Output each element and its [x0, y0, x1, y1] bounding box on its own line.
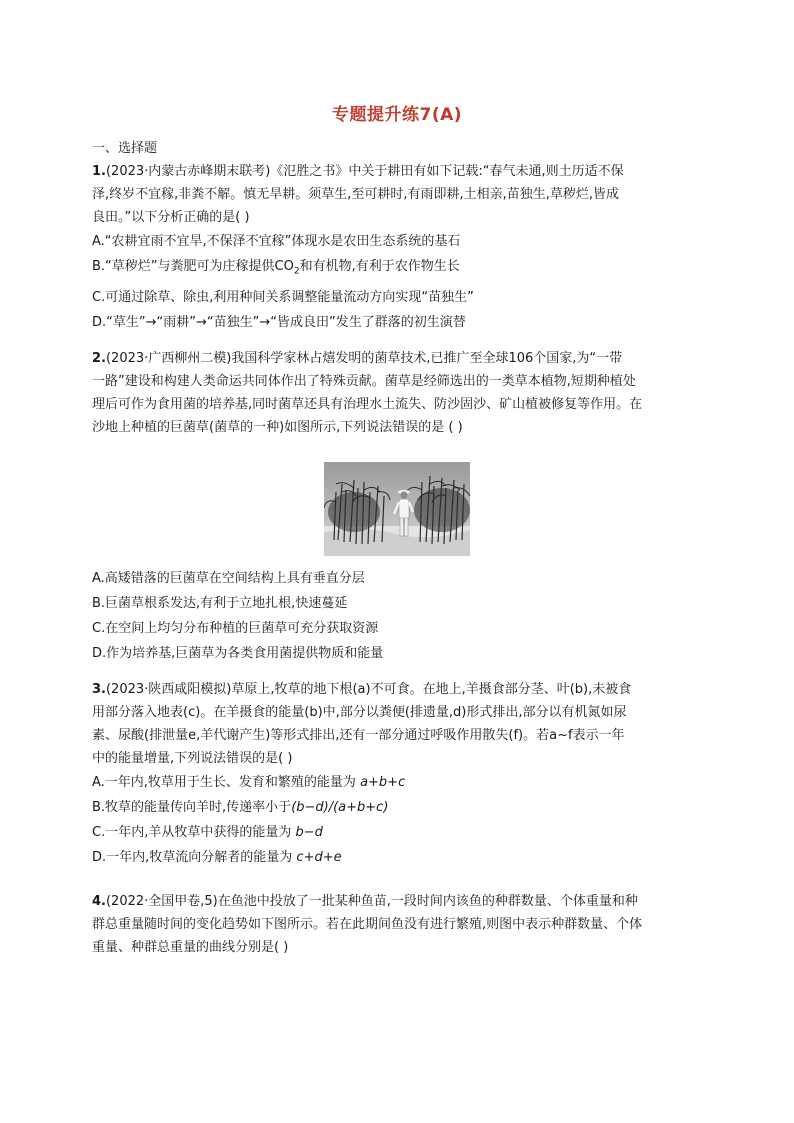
option-d: D.“草生”→“雨耕”→“苗独生”→“皆成良田”发生了群落的初生演替 — [92, 314, 466, 330]
page-title: 专题提升练7(A) — [331, 105, 463, 125]
question-2-options — [92, 566, 704, 666]
option-c: C.可通过除草、除虫,利用种间关系调整能量流动方向实现“苗独生” — [92, 289, 474, 305]
option-b: B.牧草的能量传向羊时,传递率小于(b−d)/(a+b+c) — [92, 800, 389, 815]
stem-line: (2022·全国甲卷,5)在鱼池中投放了一批某种鱼苗,一段时间内该鱼的种群数量、个体重量和种 — [105, 894, 638, 909]
question-1-stem — [92, 160, 704, 229]
question-3-stem — [92, 678, 704, 770]
question-number: 4. — [92, 894, 106, 909]
option-a: A.“农耕宜雨不宜旱,不保泽不宜稼”体现水是农田生态系统的基石 — [92, 234, 461, 249]
stem-line: 泽,终岁不宜稼,非粪不解。慎无旱耕。须草生,至可耕时,有雨即耕,土相亲,苗独生,草秽烂,皆成 — [92, 187, 620, 202]
option-b: B.巨菌草根系发达,有利于立地扎根,快速蔓延 — [92, 596, 348, 611]
question-3 — [92, 678, 704, 870]
option-c: C.在空间上均匀分布种植的巨菌草可充分获取资源 — [92, 621, 379, 636]
stem-line: 群总重量随时间的变化趋势如下图所示。若在此期间鱼没有进行繁殖,则图中表示种群数量、个体 — [92, 917, 643, 932]
option-c: C.一年内,羊从牧草中获得的能量为 b−d — [92, 825, 323, 840]
stem-line: (2023·陕西咸阳模拟)草原上,牧草的地下根(a)不可食。在地上,羊摄食部分茎、叶(b),未被食 — [105, 682, 632, 697]
stem-line: 重量、种群总重量的曲线分别是( ) — [92, 940, 289, 955]
option-a: A.一年内,牧草用于生长、发育和繁殖的能量为 a+b+c — [92, 775, 406, 790]
question-number: 3. — [92, 682, 106, 697]
option-b: B.“草秽烂”与粪肥可为庄稼提供$CO_2$和有机物,有利于农作物生长 — [92, 259, 460, 277]
stem-line: 沙地上种植的巨菌草(菌草的一种)如图所示,下列说法错误的是 ( ) — [92, 420, 463, 435]
option-a: A.高矮错落的巨菌草在空间结构上具有垂直分层 — [92, 571, 365, 586]
option-d: D.一年内,牧草流向分解者的能量为 c+d+e — [92, 850, 342, 865]
stem-line: (2023·内蒙古赤峰期末联考)《氾胜之书》中关于耕田有如下记载:“春气未通,则土历适不保 — [105, 164, 624, 179]
question-2-stem — [92, 347, 704, 439]
option-d: D.作为培养基,巨菌草为各类食用菌提供物质和能量 — [92, 646, 384, 661]
stem-line: 中的能量增量,下列说法错误的是( ) — [92, 751, 293, 766]
juncao-grass-photo — [324, 462, 470, 556]
question-4-stem — [92, 890, 704, 959]
stem-line: 素、尿酸(排泄量e,羊代谢产生)等形式排出,还有一部分通过呼吸作用散失(f)。若a~f表示一年 — [92, 728, 625, 743]
question-2 — [92, 347, 704, 439]
stem-line: 一路”建设和构建人类命运共同体作出了特殊贡献。菌草是经筛选出的一类草本植物,短期种植处 — [92, 374, 636, 389]
question-number: 2. — [92, 351, 106, 366]
stem-line: (2023·广西柳州二模)我国科学家林占熺发明的菌草技术,已推广至全球106个国家,为“一带 — [105, 351, 623, 366]
question-1 — [92, 160, 704, 335]
stem-line: 理后可作为食用菌的培养基,同时菌草还具有治理水土流失、防沙固沙、矿山植被修复等作用。在 — [92, 397, 643, 412]
question-4 — [92, 890, 704, 959]
stem-line: 良田。”以下分析正确的是( ) — [92, 210, 250, 225]
section-heading: 一、选择题 — [92, 141, 158, 156]
question-number: 1. — [92, 164, 106, 179]
stem-line: 用部分落入地表(c)。在羊摄食的能量(b)中,部分以粪便(排遗量,d)形式排出,部分以有机氮如尿 — [92, 705, 627, 720]
